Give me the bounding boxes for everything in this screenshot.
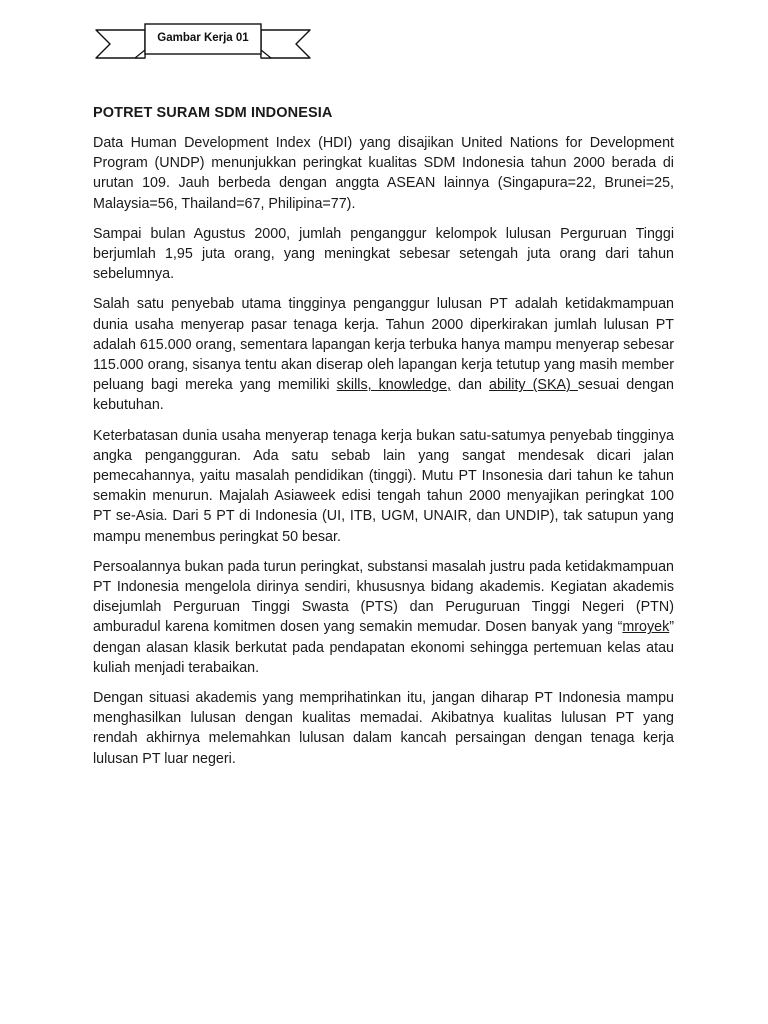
- paragraph-hdi: Data Human Development Index (HDI) yang disajikan United Nations for Development Program (UNDP) menunjukkan peringkat kualitas SDM Indonesia tahun 2000 berada di urutan 109. Jauh berbeda dengan anggta ASEAN lainnya (Singapura=22, Brunei=25, Malaysia=56, Thailand=67, Philipina=77).: [93, 135, 674, 212]
- paragraph-unemployment: Sampai bulan Agustus 2000, jumlah penganggur kelompok lulusan Perguruan Tinggi berjumlah 1,95 juta orang, yang meningkat sebesar setengah juta orang dari tahun sebelumnya.: [93, 225, 674, 283]
- paragraph-text-segment: sesuai dengan kebutuhan.: [93, 377, 674, 414]
- paragraph-text-segment: Salah satu penyebab utama tingginya penganggur lulusan PT adalah ketidakmampuan dunia usaha menyerap pasar tenaga kerja. Tahun 2000 diperkirakan jumlah lulusan PT adalah 615.000 orang, sementara lapangan kerja terbuka hanya mampu menyerap sebesar 115.000 orang, sisanya tentu akan diserap oleh lapangan kerja tetutup yang masih member peluang bagi mereka yang memiliki: [93, 296, 674, 394]
- underlined-skills-knowledge: skills, knowledge,: [336, 377, 451, 394]
- document-title: POTRET SURAM SDM INDONESIA: [93, 105, 333, 121]
- ribbon-banner: [94, 22, 312, 66]
- paragraph-education-quality: Keterbatasan dunia usaha menyerap tenaga kerja bukan satu-satumya penyebab tingginya angka pengangguran. Ada satu sebab lain yang sangat mendesak dicari jalan pemecahannya, yaitu masalah pendidikan (tinggi). Mutu PT Insonesia dari tahun ke tahun semakin menurun. Majalah Asiaweek edisi tengah tahun 2000 menyajikan peringkat 100 PT se-Asia. Dari 5 PT di Indonesia (UI, ITB, UGM, UNAIR, dan UNDIP), tak satupun yang mampu menembus peringkat 50 besar.: [93, 427, 674, 545]
- paragraph-academic-problem: [93, 557, 674, 678]
- paragraph-conclusion: Dengan situasi akademis yang memprihatinkan itu, jangan diharap PT Indonesia mampu menghasilkan lulusan dengan kualitas memadai. Akibatnya kualitas lulusan PT yang rendah akhirnya melemahkan lulusan dalam kancah persaingan dengan tenaga kerja lulusan PT luar negeri.: [93, 690, 674, 767]
- paragraph-text-segment: ” dengan alasan klasik berkutat pada pendapatan ekonomi sehingga pertemuan kelas atau kuliah menjadi terabaikan.: [93, 619, 674, 676]
- paragraph-main-cause: [93, 294, 674, 415]
- underlined-mroyek: mroyek: [622, 619, 670, 636]
- document-body: [93, 103, 674, 779]
- paragraph-text-segment: dan: [450, 377, 490, 394]
- underlined-ability-ska: ability (SKA): [489, 377, 578, 394]
- banner-label: Gambar Kerja 01: [157, 32, 249, 44]
- paragraph-text-segment: Persoalannya bukan pada turun peringkat, substansi masalah justru pada ketidakmampuan PT Indonesia mengelola dirinya sendiri, khususnya bidang akademis. Kegiatan akademis disejumlah Perguruan Tinggi Swasta (PTS) dan Peruguruan Tinggi Negeri (PTN) amburadul karena komitmen dosen yang semakin memudar. Dosen banyak yang “: [93, 558, 674, 636]
